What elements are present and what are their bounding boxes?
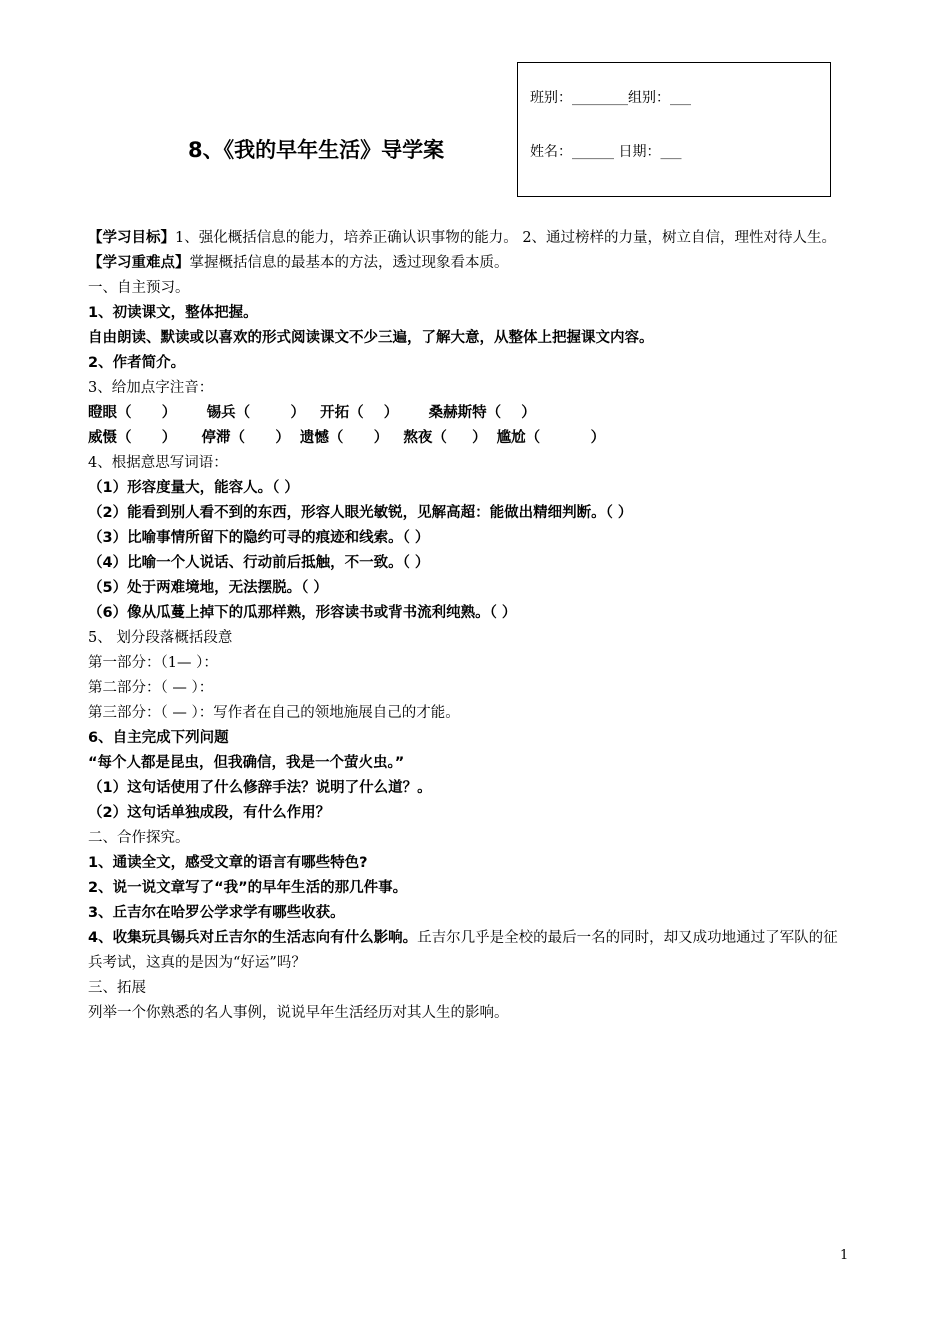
q5-part: 第二部分：（ — ）： [88, 680, 214, 696]
key-points-label: 【学习重难点】 [88, 255, 190, 271]
q5-part: 第三部分：（ — ）：写作者在自己的领地施展自己的才能。 [88, 705, 460, 721]
q4-item: （5）处于两难境地，无法摆脱。（ ） [88, 580, 328, 596]
section3-text: 列举一个你熟悉的名人事例，说说早年生活经历对其人生的影响。 [88, 1005, 509, 1021]
q6-quote: “每个人都是昆虫，但我确信，我是一个萤火虫。” [88, 755, 405, 771]
q4-item: （6）像从瓜蔓上掉下的瓜那样熟，形容读书或背书流利纯熟。（ ） [88, 605, 517, 621]
q4-item: （4）比喻一个人说话、行动前后抵触，不一致。（ ） [88, 555, 430, 571]
section2-heading: 二、合作探究。 [88, 830, 190, 846]
class-group-line: 班别：________组别：___ [530, 90, 691, 106]
q4-item: （3）比喻事情所留下的隐约可寻的痕迹和线索。（ ） [88, 530, 430, 546]
q4-title: 4、根据意思写词语： [88, 455, 228, 471]
q5-title: 5、 划分段落概括段意 [88, 630, 233, 646]
learning-goals [88, 226, 850, 251]
name-date-line: 姓名：______ 日期：___ [530, 144, 682, 160]
section2-item-4-question: 4、收集玩具锡兵对丘吉尔的生活志向有什么影响。 [88, 930, 418, 946]
pinyin-row-1: 瞪眼（ ） 锡兵（ ） 开拓（ ） 桑赫斯特（ ） [88, 405, 536, 421]
worksheet-content [88, 226, 850, 1026]
q6-item: （1）这句话使用了什么修辞手法？说明了什么道？。 [88, 780, 432, 796]
section1-heading: 一、自主预习。 [88, 280, 190, 296]
q2-title: 2、作者简介。 [88, 355, 186, 371]
q4-item: （1）形容度量大，能容人。（ ） [88, 480, 299, 496]
section3-heading: 三、拓展 [88, 980, 146, 996]
q1-title: 1、初读课文，整体把握。 [88, 305, 258, 321]
page-title: 8、《我的早年生活》导学案 [188, 138, 445, 162]
q6-item: （2）这句话单独成段，有什么作用？ [88, 805, 331, 821]
q6-title: 6、自主完成下列问题 [88, 730, 229, 746]
section2-item: 3、丘吉尔在哈罗公学求学有哪些收获。 [88, 905, 345, 921]
q4-item: （2）能看到别人看不到的东西，形容人眼光敏锐，见解高超：能做出精细判断。（ ） [88, 505, 633, 521]
learning-goals-text: 1、强化概括信息的能力，培养正确认识事物的能力。 2、通过榜样的力量，树立自信，理性对待人生。 [175, 230, 837, 246]
q5-part: 第一部分：（1— ）： [88, 655, 218, 671]
learning-goals-label: 【学习目标】 [88, 230, 175, 246]
q1-text: 自由朗读、默读或以喜欢的形式阅读课文不少三遍，了解大意，从整体上把握课文内容。 [88, 330, 654, 346]
student-info-box [517, 62, 831, 197]
pinyin-row-2: 威慑（ ） 停滞（ ） 遗憾（ ） 熬夜（ ） 尴尬（ ） [88, 430, 606, 446]
q3-title: 3、给加点字注音： [88, 380, 214, 396]
section2-item-4 [88, 926, 850, 976]
section2-item-4-text: 丘吉尔几乎是全校的最后一名的同时，却又成功地通过了军队的征兵考试，这真的是因为“好运”吗？ [88, 930, 838, 971]
page-number: 1 [840, 1248, 849, 1263]
key-points-text: 掌握概括信息的最基本的方法，透过现象看本质。 [189, 255, 509, 271]
key-points [88, 251, 850, 276]
section2-item: 2、说一说文章写了“我”的早年生活的那几件事。 [88, 880, 408, 896]
section2-item: 1、通读全文，感受文章的语言有哪些特色? [88, 855, 368, 871]
